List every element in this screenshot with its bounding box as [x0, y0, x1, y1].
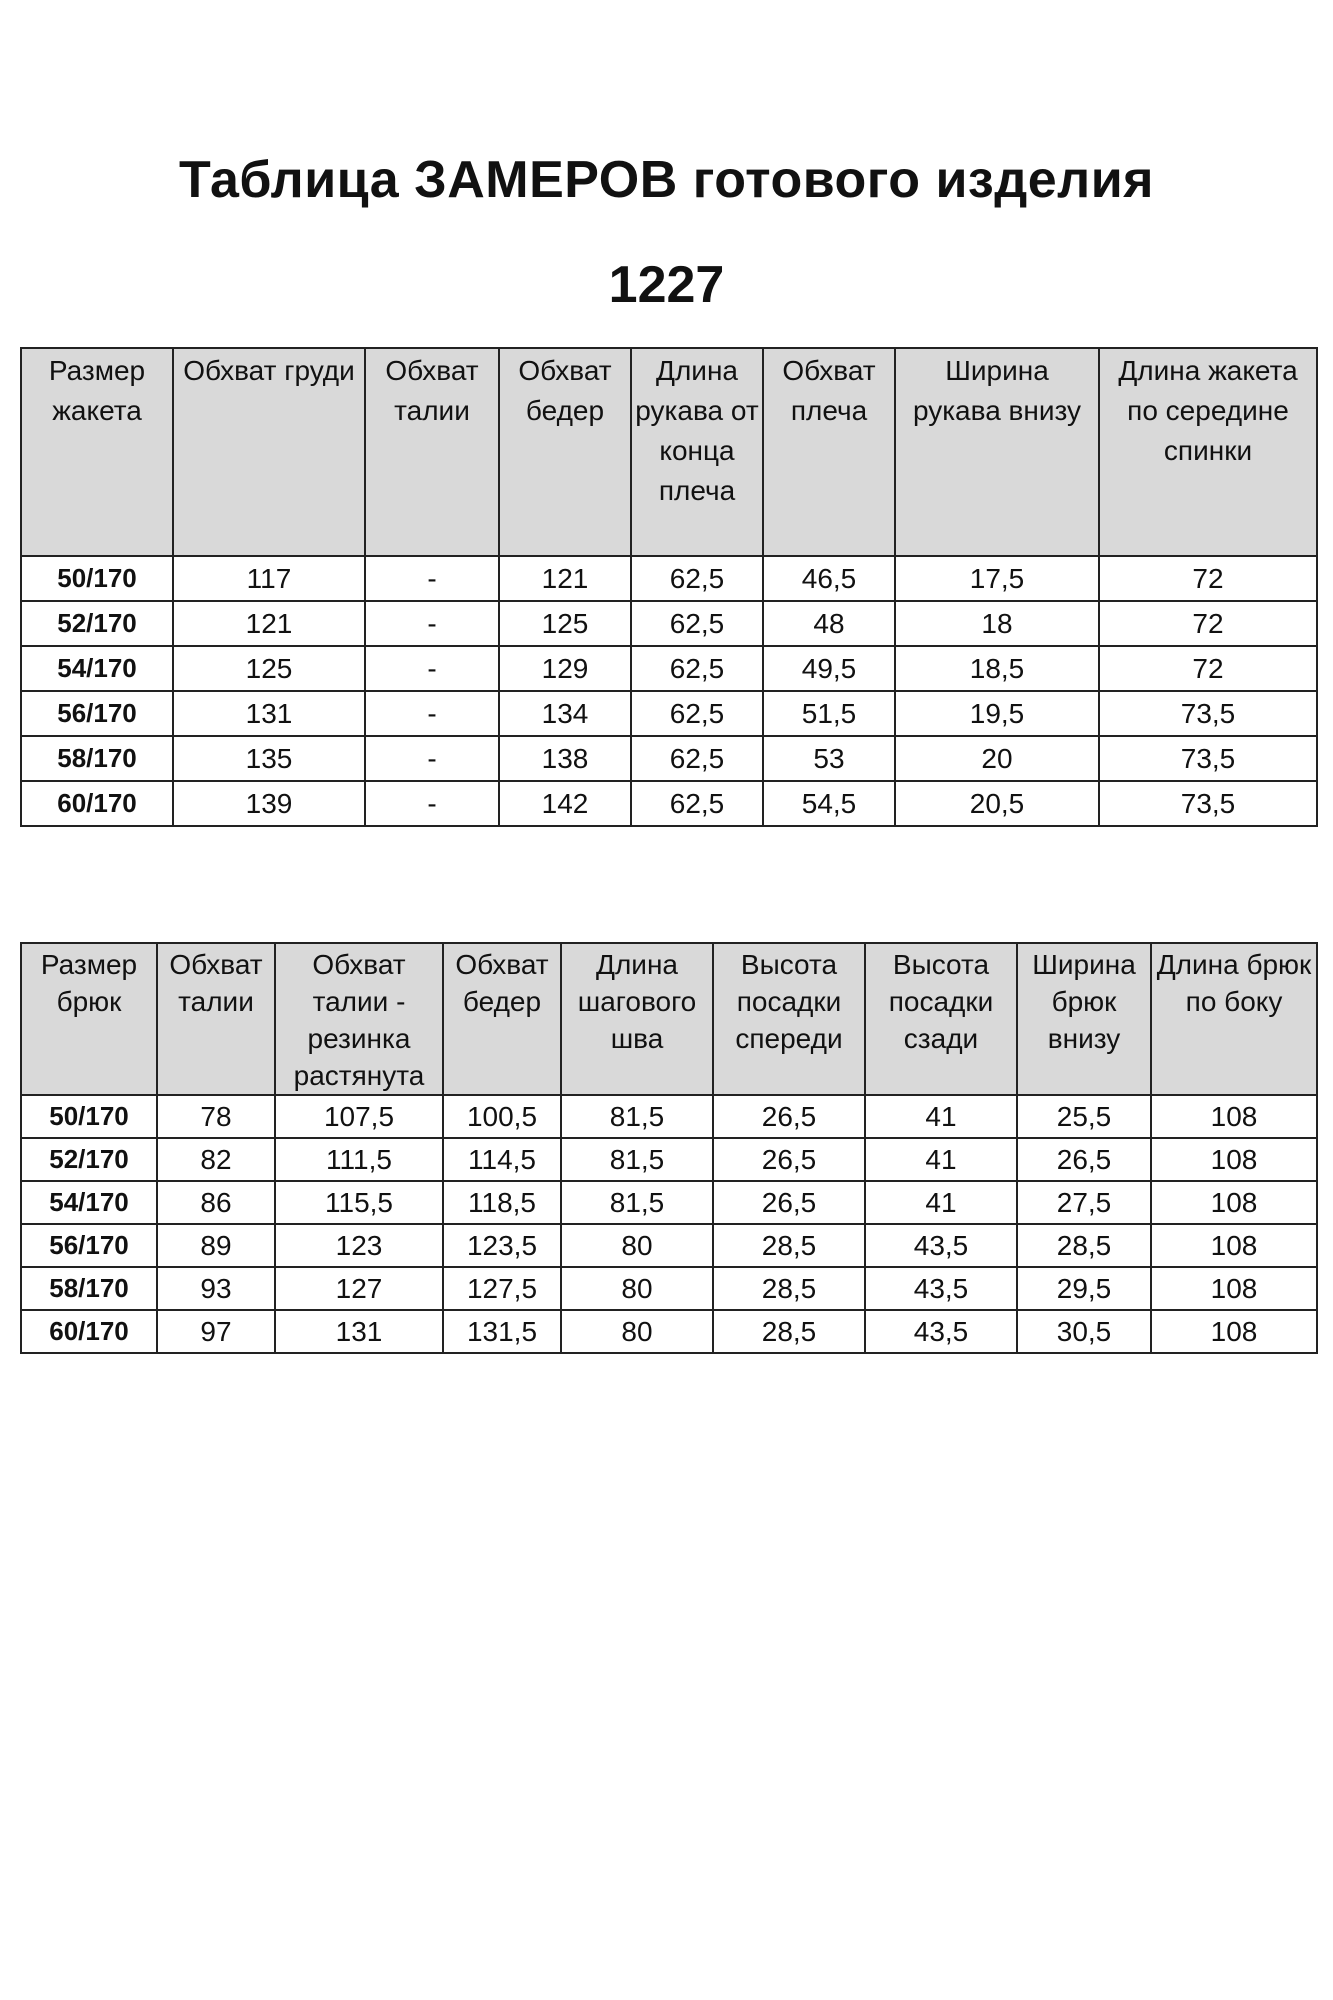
table-row	[21, 1224, 1317, 1267]
table-cell: 131	[173, 691, 365, 736]
table-cell: 123,5	[443, 1224, 561, 1267]
table-cell: -	[365, 691, 499, 736]
column-header: Размер брюк	[21, 943, 157, 1095]
table-cell: -	[365, 601, 499, 646]
table-cell: 97	[157, 1310, 275, 1353]
table-cell: 54,5	[763, 781, 895, 826]
table-cell: 139	[173, 781, 365, 826]
table-cell: 118,5	[443, 1181, 561, 1224]
table-cell: 26,5	[713, 1095, 865, 1138]
pants-header-row	[21, 943, 1317, 1095]
jacket-measurements-table	[20, 347, 1318, 827]
table-cell: 73,5	[1099, 691, 1317, 736]
table-cell: 18	[895, 601, 1099, 646]
table-cell: 41	[865, 1095, 1017, 1138]
table-cell: 28,5	[713, 1310, 865, 1353]
table-cell: 49,5	[763, 646, 895, 691]
table-cell: 20,5	[895, 781, 1099, 826]
size-cell: 60/170	[21, 1310, 157, 1353]
table-cell: 111,5	[275, 1138, 443, 1181]
table-cell: 72	[1099, 646, 1317, 691]
table-cell: 127	[275, 1267, 443, 1310]
table-cell: 29,5	[1017, 1267, 1151, 1310]
table-cell: 72	[1099, 601, 1317, 646]
table-cell: 26,5	[713, 1138, 865, 1181]
table-cell: 51,5	[763, 691, 895, 736]
table-cell: 43,5	[865, 1224, 1017, 1267]
column-header: Высота посадки спереди	[713, 943, 865, 1095]
size-cell: 52/170	[21, 601, 173, 646]
table-cell: 17,5	[895, 556, 1099, 601]
table-cell: 93	[157, 1267, 275, 1310]
table-cell: 115,5	[275, 1181, 443, 1224]
table-cell: -	[365, 781, 499, 826]
table-cell: 73,5	[1099, 781, 1317, 826]
size-cell: 54/170	[21, 646, 173, 691]
table-row	[21, 736, 1317, 781]
table-cell: 46,5	[763, 556, 895, 601]
jacket-header-row	[21, 348, 1317, 556]
table-row	[21, 691, 1317, 736]
column-header: Длина рукава от конца плеча	[631, 348, 763, 556]
table-cell: 73,5	[1099, 736, 1317, 781]
table-cell: 27,5	[1017, 1181, 1151, 1224]
column-header: Обхват талии - резинка растянута	[275, 943, 443, 1095]
pants-measurements-table	[20, 942, 1318, 1354]
column-header: Обхват талии	[157, 943, 275, 1095]
table-cell: 81,5	[561, 1138, 713, 1181]
column-header: Длина жакета по середине спинки	[1099, 348, 1317, 556]
table-cell: 82	[157, 1138, 275, 1181]
table-row	[21, 781, 1317, 826]
table-cell: 62,5	[631, 646, 763, 691]
table-cell: 25,5	[1017, 1095, 1151, 1138]
size-cell: 50/170	[21, 556, 173, 601]
table-row	[21, 1138, 1317, 1181]
table-cell: 134	[499, 691, 631, 736]
column-header: Обхват плеча	[763, 348, 895, 556]
column-header: Размер жакета	[21, 348, 173, 556]
table-cell: 41	[865, 1138, 1017, 1181]
table-cell: 43,5	[865, 1310, 1017, 1353]
page-title: Таблица ЗАМЕРОВ готового изделия	[178, 151, 1155, 209]
table-cell: 26,5	[713, 1181, 865, 1224]
table-cell: 121	[499, 556, 631, 601]
table-cell: 125	[173, 646, 365, 691]
table-cell: -	[365, 556, 499, 601]
column-header: Ширина брюк внизу	[1017, 943, 1151, 1095]
table-cell: 135	[173, 736, 365, 781]
column-header: Высота посадки сзади	[865, 943, 1017, 1095]
table-cell: 108	[1151, 1267, 1317, 1310]
table-cell: 78	[157, 1095, 275, 1138]
table-cell: 131	[275, 1310, 443, 1353]
size-cell: 58/170	[21, 1267, 157, 1310]
table-cell: 62,5	[631, 601, 763, 646]
table-cell: 48	[763, 601, 895, 646]
table-cell: 28,5	[713, 1267, 865, 1310]
table-cell: 43,5	[865, 1267, 1017, 1310]
table-cell: 28,5	[1017, 1224, 1151, 1267]
column-header: Обхват бедер	[443, 943, 561, 1095]
size-cell: 58/170	[21, 736, 173, 781]
column-header: Обхват груди	[173, 348, 365, 556]
table-cell: 28,5	[713, 1224, 865, 1267]
table-cell: 127,5	[443, 1267, 561, 1310]
table-row	[21, 556, 1317, 601]
table-cell: 114,5	[443, 1138, 561, 1181]
table-cell: 41	[865, 1181, 1017, 1224]
table-cell: 125	[499, 601, 631, 646]
article-number: 1227	[608, 256, 725, 314]
table-cell: 62,5	[631, 736, 763, 781]
size-cell: 52/170	[21, 1138, 157, 1181]
table-cell: 30,5	[1017, 1310, 1151, 1353]
table-cell: 19,5	[895, 691, 1099, 736]
column-header: Ширина рукава внизу	[895, 348, 1099, 556]
size-cell: 56/170	[21, 1224, 157, 1267]
table-cell: 80	[561, 1224, 713, 1267]
table-row	[21, 1181, 1317, 1224]
table-cell: 131,5	[443, 1310, 561, 1353]
table-cell: 80	[561, 1267, 713, 1310]
table-cell: 117	[173, 556, 365, 601]
table-cell: 100,5	[443, 1095, 561, 1138]
table-cell: 80	[561, 1310, 713, 1353]
table-row	[21, 601, 1317, 646]
size-cell: 60/170	[21, 781, 173, 826]
column-header: Длина шагового шва	[561, 943, 713, 1095]
table-row	[21, 1095, 1317, 1138]
table-cell: 108	[1151, 1224, 1317, 1267]
table-cell: 89	[157, 1224, 275, 1267]
table-cell: 138	[499, 736, 631, 781]
table-cell: 107,5	[275, 1095, 443, 1138]
column-header: Обхват талии	[365, 348, 499, 556]
table-cell: 108	[1151, 1310, 1317, 1353]
table-cell: -	[365, 646, 499, 691]
table-cell: 62,5	[631, 556, 763, 601]
table-cell: 142	[499, 781, 631, 826]
table-cell: 129	[499, 646, 631, 691]
table-cell: 108	[1151, 1095, 1317, 1138]
size-cell: 54/170	[21, 1181, 157, 1224]
table-cell: 53	[763, 736, 895, 781]
table-row	[21, 646, 1317, 691]
size-cell: 56/170	[21, 691, 173, 736]
table-cell: 18,5	[895, 646, 1099, 691]
table-cell: 81,5	[561, 1181, 713, 1224]
column-header: Длина брюк по боку	[1151, 943, 1317, 1095]
table-cell: 62,5	[631, 691, 763, 736]
table-cell: 86	[157, 1181, 275, 1224]
table-cell: 123	[275, 1224, 443, 1267]
table-cell: 20	[895, 736, 1099, 781]
table-cell: 26,5	[1017, 1138, 1151, 1181]
table-cell: 81,5	[561, 1095, 713, 1138]
table-cell: 121	[173, 601, 365, 646]
column-header: Обхват бедер	[499, 348, 631, 556]
table-row	[21, 1267, 1317, 1310]
table-row	[21, 1310, 1317, 1353]
table-cell: -	[365, 736, 499, 781]
table-cell: 72	[1099, 556, 1317, 601]
table-cell: 62,5	[631, 781, 763, 826]
table-cell: 108	[1151, 1181, 1317, 1224]
size-cell: 50/170	[21, 1095, 157, 1138]
table-cell: 108	[1151, 1138, 1317, 1181]
